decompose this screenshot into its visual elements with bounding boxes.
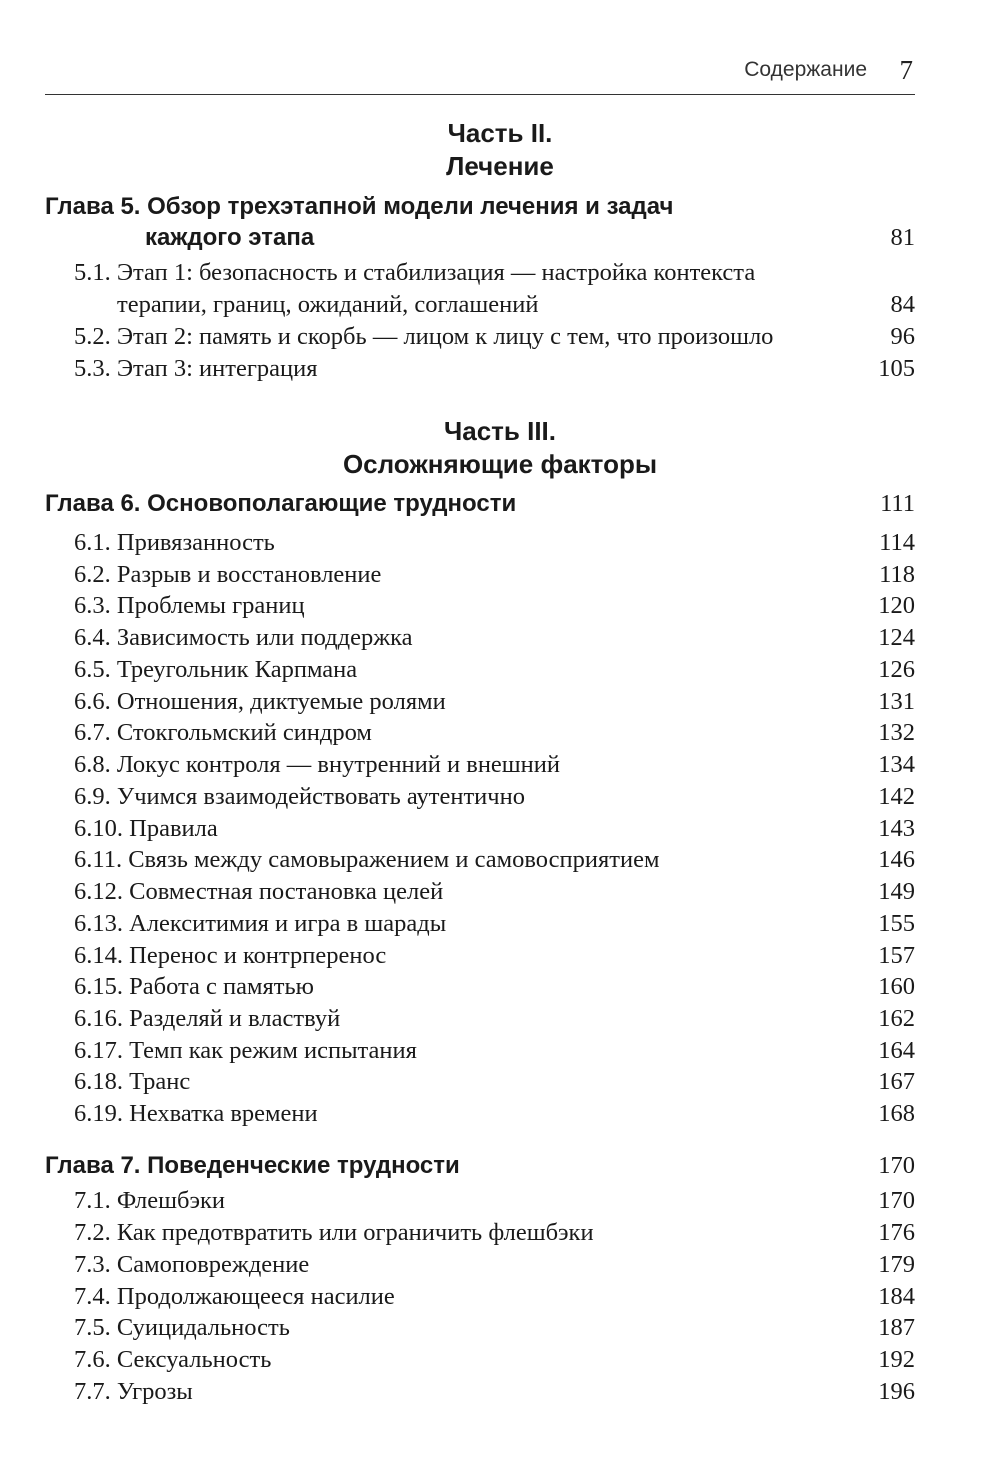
section-page: 134: [878, 751, 915, 778]
section-page: 187: [878, 1314, 915, 1341]
part-title: Лечение: [446, 151, 554, 181]
toc-section-6-16[interactable]: [0, 1005, 1000, 1039]
toc-section-7-6[interactable]: [0, 1346, 1000, 1380]
toc-section-6-12[interactable]: [0, 878, 1000, 912]
section-page: 105: [878, 355, 915, 382]
part-title: Осложняющие факторы: [342, 449, 658, 479]
section-title: 6.15. Работа с памятью: [74, 973, 314, 1000]
section-title-cont: терапии, границ, ожиданий, соглашений: [117, 291, 539, 318]
section-page: 124: [878, 624, 915, 651]
section-title: 7.6. Сексуальность: [74, 1346, 272, 1373]
toc-section-6-14[interactable]: [0, 942, 1000, 976]
section-page: 170: [878, 1187, 915, 1214]
section-page: 160: [878, 973, 915, 1000]
running-head-title: Содержание: [744, 58, 867, 81]
section-title: 6.16. Разделяй и властвуй: [74, 1005, 341, 1032]
toc-section-6-4[interactable]: [0, 624, 1000, 658]
section-title: 6.9. Учимся взаимодействовать аутентично: [74, 783, 525, 810]
section-page: 176: [878, 1219, 915, 1246]
section-page: 146: [878, 846, 915, 873]
section-page: 126: [878, 656, 915, 683]
chapter-title: Глава 5. Обзор трехэтапной модели лечения и задач: [45, 193, 674, 220]
toc-section-6-9[interactable]: [0, 783, 1000, 817]
chapter-title: Глава 7. Поведенческие трудности: [45, 1152, 460, 1179]
section-title: 6.1. Привязанность: [74, 529, 275, 556]
page-number: 7: [899, 55, 913, 85]
section-page: 96: [890, 323, 915, 350]
section-title: 7.3. Самоповреждение: [74, 1251, 310, 1278]
chapter-page: 170: [878, 1152, 915, 1179]
part-heading-2: [0, 117, 1000, 183]
section-page: 132: [878, 719, 915, 746]
toc-chapter-5[interactable]: [0, 193, 1000, 227]
section-page: 168: [878, 1100, 915, 1127]
toc-section-7-7[interactable]: [0, 1378, 1000, 1412]
section-title: 7.1. Флешбэки: [74, 1187, 225, 1214]
section-title: 6.10. Правила: [74, 815, 218, 842]
section-title: 7.7. Угрозы: [74, 1378, 193, 1405]
section-page: 149: [878, 878, 915, 905]
section-page: 131: [878, 688, 915, 715]
running-head: [45, 56, 915, 95]
toc-section-6-18[interactable]: [0, 1068, 1000, 1102]
section-title: 6.11. Связь между самовыражением и самовосприятием: [74, 846, 660, 873]
section-title: 6.19. Нехватка времени: [74, 1100, 318, 1127]
chapter-title: Глава 6. Основополагающие трудности: [45, 490, 517, 517]
toc-section-6-17[interactable]: [0, 1037, 1000, 1071]
section-title: 6.3. Проблемы границ: [74, 592, 305, 619]
section-page: 155: [878, 910, 915, 937]
section-title: 5.2. Этап 2: память и скорбь — лицом к лицу с тем, что произошло: [74, 323, 774, 350]
toc-section-7-3[interactable]: [0, 1251, 1000, 1285]
section-title: 7.2. Как предотвратить или ограничить флешбэки: [74, 1219, 594, 1246]
toc-chapter-7[interactable]: [0, 1152, 1000, 1186]
toc-section-6-13[interactable]: [0, 910, 1000, 944]
section-page: 143: [878, 815, 915, 842]
toc-chapter-6[interactable]: [0, 490, 1000, 524]
section-page: 192: [878, 1346, 915, 1373]
section-title: 6.2. Разрыв и восстановление: [74, 561, 382, 588]
section-title: 6.12. Совместная постановка целей: [74, 878, 444, 905]
section-page: 142: [878, 783, 915, 810]
toc-section-6-8[interactable]: [0, 751, 1000, 785]
toc-section-7-5[interactable]: [0, 1314, 1000, 1348]
toc-section-6-6[interactable]: [0, 688, 1000, 722]
toc-section-6-1[interactable]: [0, 529, 1000, 563]
section-title: 7.4. Продолжающееся насилие: [74, 1283, 395, 1310]
section-page: 157: [878, 942, 915, 969]
section-title: 6.4. Зависимость или поддержка: [74, 624, 413, 651]
section-title: 6.8. Локус контроля — внутренний и внешний: [74, 751, 561, 778]
section-page: 196: [878, 1378, 915, 1405]
section-title: 6.7. Стокгольмский синдром: [74, 719, 372, 746]
toc-chapter-5-cont[interactable]: [0, 224, 1000, 258]
section-page: 114: [879, 529, 915, 556]
section-page: 162: [878, 1005, 915, 1032]
chapter-page: 111: [880, 490, 915, 517]
section-page: 84: [890, 291, 915, 318]
section-page: 120: [878, 592, 915, 619]
section-page: 167: [878, 1068, 915, 1095]
toc-section-5-1[interactable]: [0, 259, 1000, 293]
section-page: 164: [878, 1037, 915, 1064]
section-title: 7.5. Суицидальность: [74, 1314, 290, 1341]
section-title: 6.13. Алекситимия и игра в шарады: [74, 910, 447, 937]
section-title: 6.17. Темп как режим испытания: [74, 1037, 417, 1064]
toc-section-6-7[interactable]: [0, 719, 1000, 753]
part-heading-3: [0, 415, 1000, 481]
toc-section-6-3[interactable]: [0, 592, 1000, 626]
toc-section-6-15[interactable]: [0, 973, 1000, 1007]
toc-section-5-2[interactable]: [0, 323, 1000, 357]
section-title: 5.1. Этап 1: безопасность и стабилизация — настройка контекста: [74, 259, 756, 286]
section-title: 5.3. Этап 3: интеграция: [74, 355, 318, 382]
toc-section-6-11[interactable]: [0, 846, 1000, 880]
toc-section-6-10[interactable]: [0, 815, 1000, 849]
part-number: Часть III.: [443, 416, 557, 446]
section-page: 118: [879, 561, 915, 588]
toc-section-7-1[interactable]: [0, 1187, 1000, 1221]
section-title: 6.5. Треугольник Карпмана: [74, 656, 358, 683]
chapter-page: 81: [890, 224, 915, 251]
section-page: 179: [878, 1251, 915, 1278]
part-number: Часть II.: [447, 118, 553, 148]
section-page: 184: [878, 1283, 915, 1310]
section-title: 6.6. Отношения, диктуемые ролями: [74, 688, 446, 715]
toc-section-6-19[interactable]: [0, 1100, 1000, 1134]
toc-section-7-4[interactable]: [0, 1283, 1000, 1317]
toc-section-6-5[interactable]: [0, 656, 1000, 690]
chapter-title-cont: каждого этапа: [145, 224, 315, 251]
toc-section-5-1-cont[interactable]: [0, 291, 1000, 325]
toc-section-5-3[interactable]: [0, 355, 1000, 389]
toc-section-6-2[interactable]: [0, 561, 1000, 595]
toc-section-7-2[interactable]: [0, 1219, 1000, 1253]
section-title: 6.14. Перенос и контрперенос: [74, 942, 387, 969]
section-title: 6.18. Транс: [74, 1068, 191, 1095]
